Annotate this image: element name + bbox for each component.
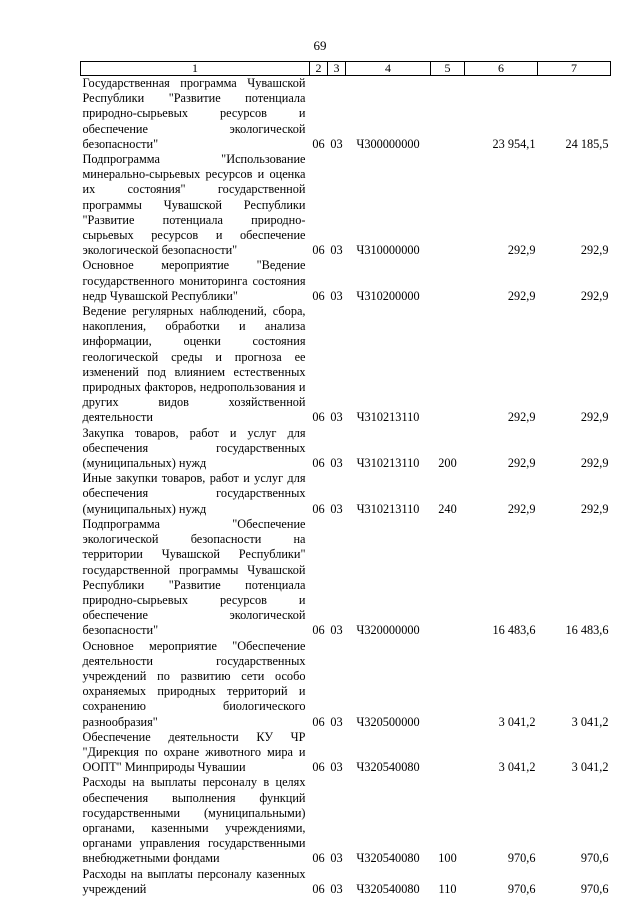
amount-year-2: 16 483,6 (565, 623, 609, 638)
amount-year-1: 23 954,1 (492, 136, 536, 151)
row-name: Подпрограмма "Обеспечение экологической безопасности на территории Чувашской Республики" государственной программы Чувашской Республики "Развитие потенциала природно-сырьевых ресурсов и обеспечение экологической безопасности" (82, 516, 306, 638)
expense-type-code (431, 76, 465, 153)
column-header: 2 (310, 62, 328, 76)
table-row (81, 471, 611, 517)
expense-type-code (431, 639, 465, 730)
expense-type-code (431, 304, 465, 426)
table-row (81, 304, 611, 426)
subsection-code: 03 (330, 760, 343, 775)
amount-year-1: 16 483,6 (492, 623, 536, 638)
expense-type-code (431, 517, 465, 639)
amount-year-2: 3 041,2 (571, 760, 609, 775)
amount-year-1: 970,6 (507, 881, 536, 896)
amount-year-2: 970,6 (580, 881, 609, 896)
table-row (81, 152, 611, 258)
target-article-code: Ч320540080 (356, 851, 420, 866)
table-row (81, 76, 611, 153)
table-row (81, 517, 611, 639)
amount-year-2: 970,6 (580, 851, 609, 866)
table-row (81, 258, 611, 304)
row-name: Обеспечение деятельности КУ ЧР "Дирекция по охране животного мира и ООПТ" Минприроды Чувашии (82, 729, 306, 775)
section-code: 06 (312, 243, 325, 258)
row-name: Расходы на выплаты персоналу казенных учреждений (82, 866, 306, 896)
expense-type-code (431, 152, 465, 258)
amount-year-2: 24 185,5 (565, 136, 609, 151)
target-article-code: Ч310000000 (356, 243, 420, 258)
amount-year-1: 292,9 (507, 501, 536, 516)
column-number-header (81, 62, 611, 76)
subsection-code: 03 (330, 243, 343, 258)
table-row (81, 775, 611, 866)
column-header: 6 (465, 62, 538, 76)
row-name: Ведение регулярных наблюдений, сбора, накопления, обработки и анализа информации, оценки состояния геологической среды и прогноза ее изменений под влиянием естественных природных факторов, недропользования и других видов хозяйственной деятельности (82, 304, 306, 425)
amount-year-1: 292,9 (507, 243, 536, 258)
section-code: 06 (312, 288, 325, 303)
subsection-code: 03 (330, 288, 343, 303)
row-name: Закупка товаров, работ и услуг для обеспечения государственных (муниципальных) нужд (82, 425, 306, 471)
expense-type-code: 240 (438, 501, 457, 516)
expense-type-code: 200 (438, 456, 457, 471)
amount-year-2: 292,9 (580, 410, 609, 425)
row-name: Подпрограмма "Использование минерально-сырьевых ресурсов и оценка их состояния" государственной программы Чувашской Республики "Развитие потенциала природно-сырьевых ресурсов и обеспечение экологической безопасности" (82, 152, 306, 258)
subsection-code: 03 (330, 881, 343, 896)
target-article-code: Ч310213110 (356, 501, 420, 516)
table-row (81, 426, 611, 472)
column-header: 1 (81, 62, 310, 76)
section-code: 06 (312, 714, 325, 729)
subsection-code: 03 (330, 456, 343, 471)
section-code: 06 (312, 851, 325, 866)
amount-year-2: 292,9 (580, 243, 609, 258)
amount-year-1: 292,9 (507, 288, 536, 303)
amount-year-1: 292,9 (507, 410, 536, 425)
section-code: 06 (312, 456, 325, 471)
amount-year-2: 3 041,2 (571, 714, 609, 729)
subsection-code: 03 (330, 623, 343, 638)
target-article-code: Ч320000000 (356, 623, 420, 638)
subsection-code: 03 (330, 136, 343, 151)
expense-type-code: 110 (438, 881, 457, 896)
column-header: 5 (431, 62, 465, 76)
target-article-code: Ч310213110 (356, 410, 420, 425)
column-header: 4 (346, 62, 431, 76)
row-name: Основное мероприятие "Ведение государственного мониторинга состояния недр Чувашской Республики" (82, 258, 306, 303)
subsection-code: 03 (330, 714, 343, 729)
expense-type-code: 100 (438, 851, 457, 866)
amount-year-2: 292,9 (580, 456, 609, 471)
target-article-code: Ч310200000 (356, 288, 420, 303)
subsection-code: 03 (330, 501, 343, 516)
target-article-code: Ч320540080 (356, 760, 420, 775)
subsection-code: 03 (330, 851, 343, 866)
target-article-code: Ч320540080 (356, 881, 420, 896)
amount-year-2: 292,9 (580, 288, 609, 303)
row-name: Основное мероприятие "Обеспечение деятельности государственных учреждений по развитию сети особо охраняемых природных территорий и сохранению биологического разнообразия" (82, 638, 306, 729)
section-code: 06 (312, 623, 325, 638)
section-code: 06 (312, 410, 325, 425)
expense-type-code (431, 730, 465, 776)
amount-year-1: 970,6 (507, 851, 536, 866)
table-row (81, 639, 611, 730)
section-code: 06 (312, 136, 325, 151)
target-article-code: Ч310213110 (356, 456, 420, 471)
amount-year-1: 3 041,2 (498, 760, 536, 775)
section-code: 06 (312, 881, 325, 896)
target-article-code: Ч320500000 (356, 714, 420, 729)
target-article-code: Ч300000000 (356, 136, 420, 151)
row-name: Расходы на выплаты персоналу в целях обеспечения выполнения функций государственными (муниципальными) органами, казенными учреждениями, органами управления государственными внебюджетными фондами (82, 775, 306, 866)
table-row (81, 867, 611, 897)
table-row (81, 730, 611, 776)
column-header: 3 (328, 62, 346, 76)
amount-year-2: 292,9 (580, 501, 609, 516)
subsection-code: 03 (330, 410, 343, 425)
column-header: 7 (538, 62, 611, 76)
section-code: 06 (312, 760, 325, 775)
amount-year-1: 3 041,2 (498, 714, 536, 729)
row-name: Иные закупки товаров, работ и услуг для обеспечения государственных (муниципальных) нужд (82, 471, 306, 516)
page-number: 69 (313, 38, 327, 53)
budget-table (80, 61, 611, 897)
row-name: Государственная программа Чувашской Республики "Развитие потенциала природно-сырьевых ресурсов и обеспечение экологической безопасности" (82, 76, 306, 151)
expense-type-code (431, 258, 465, 304)
amount-year-1: 292,9 (507, 456, 536, 471)
section-code: 06 (312, 501, 325, 516)
